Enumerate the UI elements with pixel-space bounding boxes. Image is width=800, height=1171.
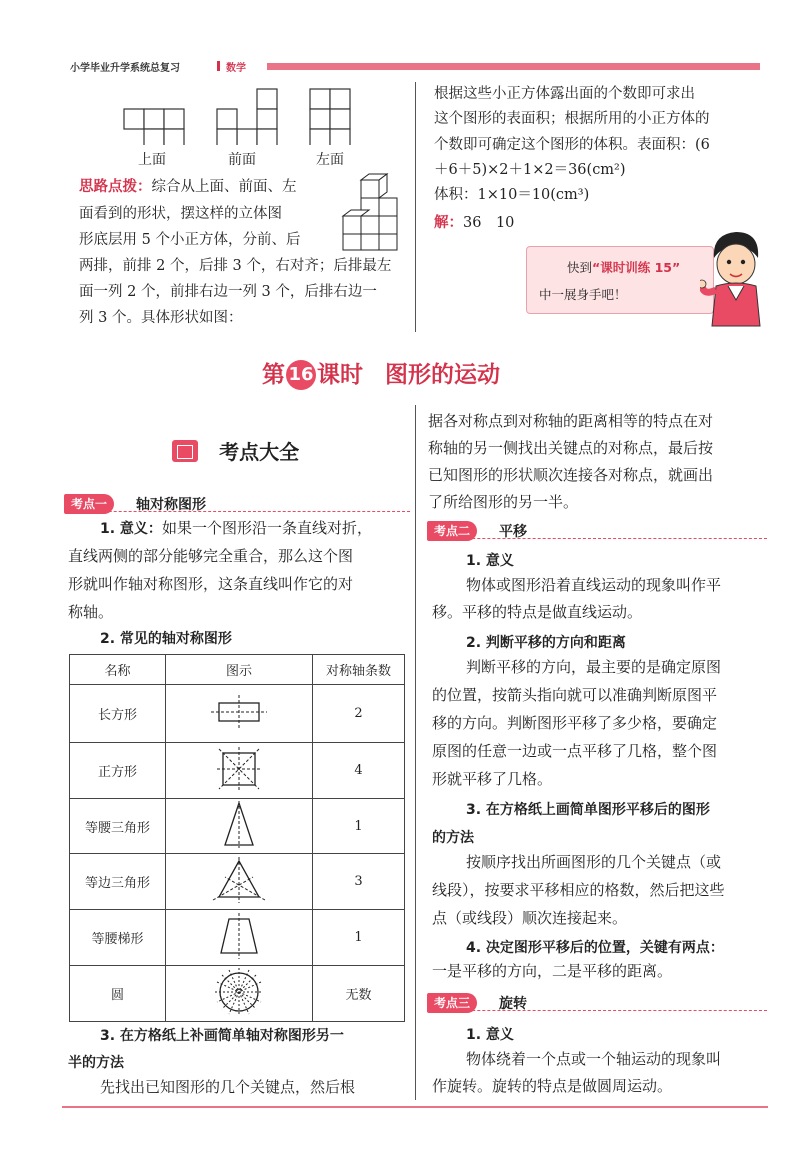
- view-label-left: 左面: [316, 152, 344, 168]
- bubble-line-2: 中一展身手吧！: [539, 287, 627, 302]
- kp3-title: 旋转: [499, 996, 527, 1012]
- solution-line-2: 这个图形的表面积；根据所用的小正方体的: [434, 111, 710, 127]
- square-icon: [209, 744, 269, 794]
- kp1-tag: 考点一: [64, 494, 114, 514]
- kp1-title: 轴对称图形: [136, 497, 206, 513]
- trapezoid-icon: [209, 911, 269, 961]
- header-bar-fill: [267, 63, 760, 70]
- cont-line-4: 了所给图形的另一半。: [428, 493, 579, 511]
- hint-line-1: 思路点拨：综合从上面、前面、左: [79, 178, 297, 195]
- kp1-item3-line1: 3. 在方格纸上补画简单轴对称图形另一: [100, 1028, 344, 1044]
- isosceles-triangle-icon: [209, 799, 269, 849]
- kp1-item1-line4: 称轴。: [68, 603, 114, 621]
- kp3-tag: 考点三: [427, 993, 477, 1013]
- kp2-item4-label: 4. 决定图形平移后的位置，关键有两点：: [466, 940, 724, 956]
- equilateral-triangle-icon: [209, 855, 269, 905]
- solution-line-4: ＋6＋5)×2＋1×2＝36(cm²): [434, 162, 626, 178]
- cont-line-2: 称轴的另一侧找出关键点的对称点，最后按: [428, 439, 714, 457]
- column-divider-top: [415, 82, 416, 332]
- table-row: 正方形 4: [70, 743, 405, 799]
- table-row: 圆 无数: [70, 966, 405, 1022]
- view-label-top: 上面: [138, 152, 166, 168]
- answer-line: [434, 211, 514, 235]
- col-header-count: 对称轴条数: [313, 655, 405, 685]
- lesson-number-badge: 16: [286, 360, 316, 390]
- hint-line-4: 两排，前排 2 个，后排 3 个，右对齐；后排最左: [79, 258, 392, 274]
- symmetry-table: [69, 654, 405, 1022]
- table-row: 长方形 2: [70, 685, 405, 743]
- lesson-post: 课时: [317, 362, 363, 388]
- kp2-item2-line2: 的位置，按箭头指向就可以准确判断原图平: [432, 686, 718, 704]
- kp2-item2-line1: 判断平移的方向，最主要的是确定原图: [466, 658, 722, 676]
- kp2-tag: 考点二: [427, 521, 477, 541]
- view-label-front: 前面: [228, 152, 256, 168]
- kp2-item3-line2: 的方法: [432, 830, 474, 846]
- kp1-item2-label: 2. 常见的轴对称图形: [100, 631, 232, 647]
- kp3-item1: 1. 意义: [466, 1027, 514, 1043]
- hint-line-6: 列 3 个。具体形状如图：: [79, 310, 243, 326]
- col-header-figure: 图示: [166, 655, 313, 685]
- solution-line-1: 根据这些小正方体露出面的个数即可求出: [434, 86, 695, 102]
- bubble-highlight: “课时训练 15”: [592, 260, 681, 275]
- cont-line-1: 据各对称点到对称轴的距离相等的特点在对: [428, 412, 714, 430]
- header-bar: [62, 60, 760, 72]
- bubble-line-1: 快到“课时训练 15”: [567, 260, 681, 275]
- hint-line-2: 面看到的形状，摆这样的立体图: [79, 206, 282, 222]
- lesson-name: 图形的运动: [385, 362, 500, 388]
- kp2-item3-text1: 按顺序找出所画图形的几个关键点（或: [466, 853, 722, 871]
- answer-value: 36 10: [463, 215, 515, 231]
- kp2-item2-line3: 移的方向。判断图形平移了多少格，要确定: [432, 714, 718, 732]
- book-icon: [172, 440, 198, 462]
- table-row: 等腰三角形 1: [70, 799, 405, 854]
- kp2-item1-line1: 物体或图形沿着直线运动的现象叫作平: [466, 576, 722, 594]
- kp1-item3-text: 先找出已知图形的几个关键点，然后根: [100, 1078, 356, 1096]
- section-title: 考点大全: [219, 440, 300, 464]
- kp3-item1-line1: 物体绕着一个点或一个轴运动的现象叫: [466, 1050, 722, 1068]
- kp1-item1-line1: 1. 意义：如果一个图形沿一条直线对折，: [100, 519, 372, 537]
- kp3-item1-line2: 作旋转。旋转的特点是做圆周运动。: [432, 1077, 673, 1095]
- solution-line-5: 体积：1×10＝10(cm³): [434, 187, 590, 203]
- lesson-title: [262, 356, 500, 390]
- rectangle-icon: [209, 692, 269, 732]
- cube-stack-figure: [335, 172, 403, 252]
- cont-line-3: 已知图形的形状顺次连接各对称点，就画出: [428, 466, 714, 484]
- kp2-item4-text: 一是平移的方向，二是平移的距离。: [432, 962, 673, 980]
- kp1-item1-line2: 直线两侧的部分能够完全重合，那么这个图: [68, 547, 354, 565]
- kp2-item2-line5: 形就平移了几格。: [432, 770, 553, 788]
- boy-mascot-icon: [700, 228, 770, 328]
- kp1-item1-line3: 形就叫作轴对称图形，这条直线叫作它的对: [68, 575, 354, 593]
- circle-icon: [209, 967, 269, 1017]
- section-heading: [172, 436, 299, 465]
- three-views-figure: [115, 85, 365, 145]
- kp2-item1: 1. 意义: [466, 553, 514, 569]
- column-divider-bottom: [415, 405, 416, 1100]
- lesson-pre: 第: [262, 362, 285, 388]
- hint-line-3: 形底层用 5 个小正方体，分前、后: [79, 232, 301, 248]
- footer-rule: [62, 1106, 768, 1108]
- kp2-item2: 2. 判断平移的方向和距离: [466, 635, 626, 651]
- kp2-title: 平移: [499, 524, 527, 540]
- table-row: 等腰梯形 1: [70, 910, 405, 966]
- kp2-item3-text3: 点（或线段）顺次连接起来。: [432, 909, 628, 927]
- kp1-item1-label: 1. 意义：: [100, 521, 162, 537]
- hint-line-5: 面一列 2 个，前排右边一列 3 个，后排右边一: [79, 284, 377, 300]
- kp2-item1-line2: 移。平移的特点是做直线运动。: [432, 603, 643, 621]
- kp1-item3-line2: 半的方法: [68, 1055, 124, 1071]
- practice-bubble: [526, 246, 714, 314]
- kp2-item2-line4: 原图的任意一边或一点平移了几格，整个图: [432, 742, 718, 760]
- book-title: 小学毕业升学系统总复习: [70, 63, 180, 74]
- table-row: 等边三角形 3: [70, 854, 405, 910]
- hint-label: 思路点拨：: [79, 178, 152, 195]
- kp2-item3-line1: 3. 在方格纸上画简单图形平移后的图形: [466, 802, 710, 818]
- header-divider: [217, 61, 220, 71]
- solution-line-3: 个数即可确定这个图形的体积。表面积：(6: [434, 137, 710, 153]
- kp2-item3-text2: 线段），按要求平移相应的格数，然后把这些: [432, 881, 725, 899]
- header-subject: 数学: [226, 63, 246, 74]
- col-header-name: 名称: [70, 655, 166, 685]
- answer-label: 解：: [434, 214, 463, 231]
